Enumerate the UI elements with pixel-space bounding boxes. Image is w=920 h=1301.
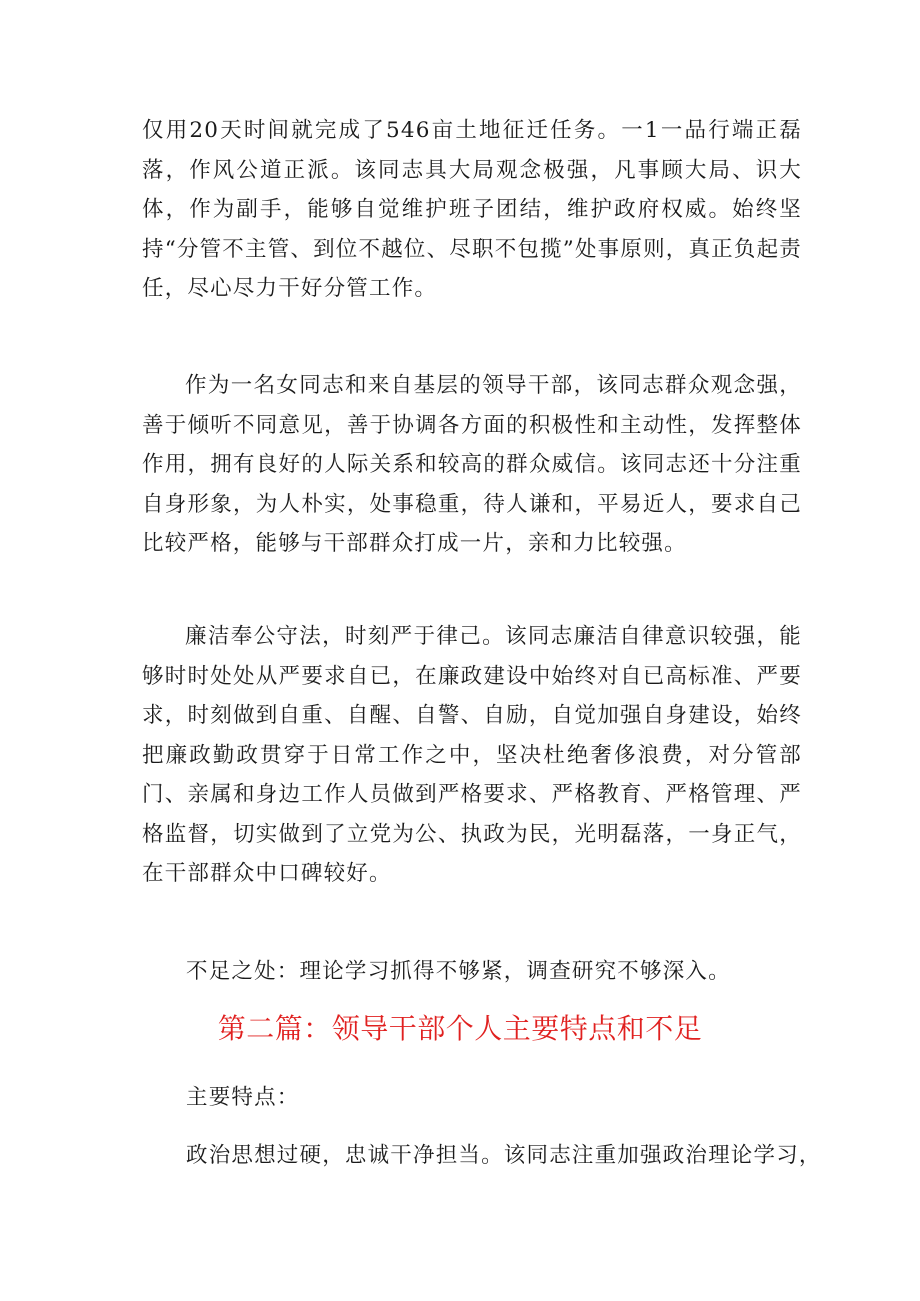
paragraph-shortcomings: 不足之处：理论学习抓得不够紧，调查研究不够深入。 [186, 959, 731, 984]
subheading-main-features: 主要特点： [186, 1085, 300, 1110]
section-heading: 第二篇：领导干部个人主要特点和不足 [217, 1012, 703, 1045]
paragraph-continued: 仅用20天时间就完成了546亩土地征迁任务。一1一品行端正磊落，作风公道正派。该同志具大局观念极强，凡事顾大局、识大体，作为副手，能够自觉维护班子团结，维护政府权威。始终坚持“分管不主管、到位不越位、尽职不包揽”处事原则，真正负起责任，尽心尽力干好分管工作。 [142, 118, 802, 301]
paragraph-political: 政治思想过硬，忠诚干净担当。该同志注重加强政治理论学习， [186, 1143, 822, 1168]
paragraph-integrity: 廉洁奉公守法，时刻严于律己。该同志廉洁自律意识较强，能够时时处处从严要求自已，在廉政建设中始终对自已高标准、严要求，时刻做到自重、自醒、自警、自励，自觉加强自身建设，始终把廉政勤政贯穿于日常工作之中，坚决杜绝奢侈浪费，对分管部门、亲属和身边工作人员做到严格要求、严格教育、严格管理、严格监督，切实做到了立党为公、执政为民，光明磊落，一身正气，在干部群众中口碑较好。 [142, 624, 802, 886]
paragraph-mass-view: 作为一名女同志和来自基层的领导干部，该同志群众观念强，善于倾听不同意见，善于协调各方面的积极性和主动性，发挥整体作用，拥有良好的人际关系和较高的群众威信。该同志还十分注重自身形象，为人朴实，处事稳重，待人谦和，平易近人，要求自己比较严格，能够与干部群众打成一片，亲和力比较强。 [142, 373, 802, 556]
